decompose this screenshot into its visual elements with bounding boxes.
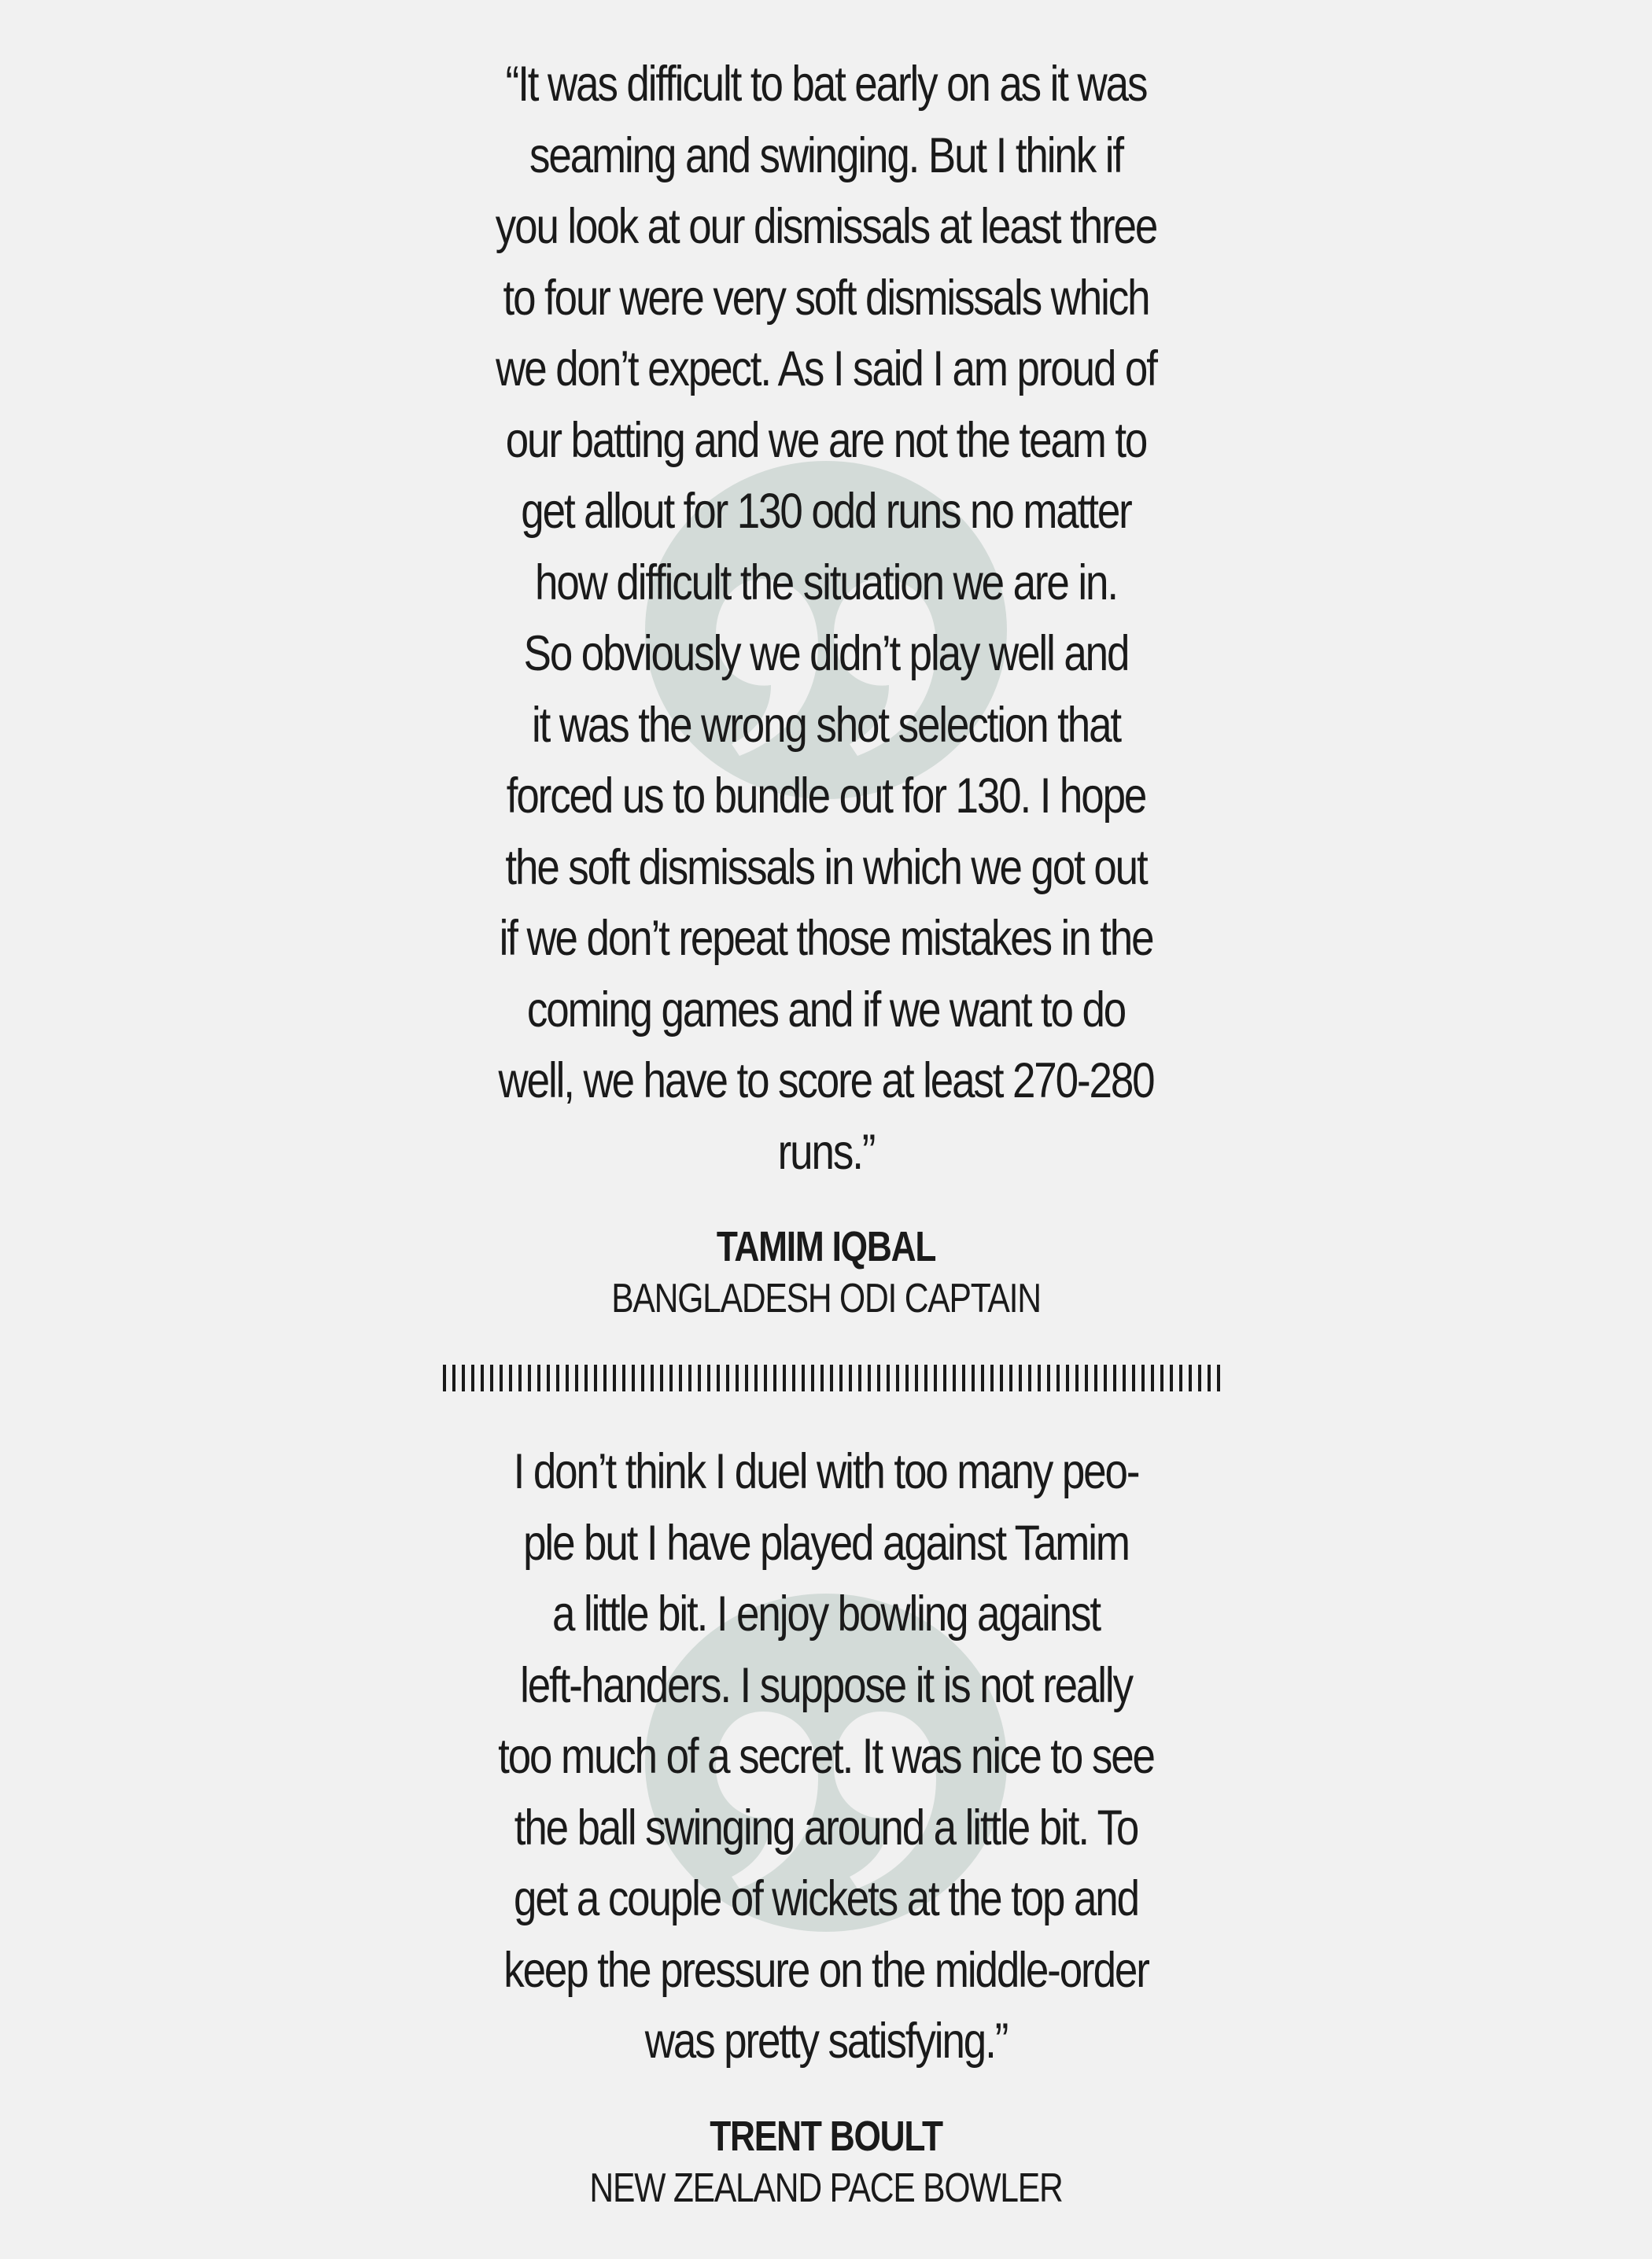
speaker-name: TRENT BOULT	[710, 2112, 942, 2160]
quote-block-boult	[425, 1436, 1227, 2214]
speaker-role: BANGLADESH ODI CAPTAIN	[611, 1276, 1041, 1321]
speaker-name: TAMIM IQBAL	[716, 1223, 936, 1270]
speaker-role: NEW ZEALAND PACE BOWLER	[589, 2165, 1063, 2211]
quote-block-tamim	[425, 49, 1227, 1325]
dashed-divider	[443, 1365, 1222, 1391]
quote-text: “It was difficult to bat early on as it was seaming and swinging. But I think if you look at our dismissals at least three to four were very soft dismissals which we don’t expect. As I said I am proud of our batting and we are not the team to get allout for 130 odd runs no matter how difficult the situation we are in. So obviously we didn’t play well and it was the wrong shot selection that forced us to bundle out for 130. I hope the soft dismissals in which we got out if we don’t repeat those mistakes in the coming games and if we want to do well, we have to score at least 270-280 runs.”	[495, 57, 1157, 1180]
quote-text: I don’t think I duel with too many peo- ple but I have played against Tamim a little bit. I enjoy bowling against left-handers. I suppose it is not really too much of a secret. It was nice to see the ball swinging around a little bit. To get a couple of wickets at the top and keep the pressure on the middle-order was pretty satisfying.”	[498, 1444, 1154, 2069]
